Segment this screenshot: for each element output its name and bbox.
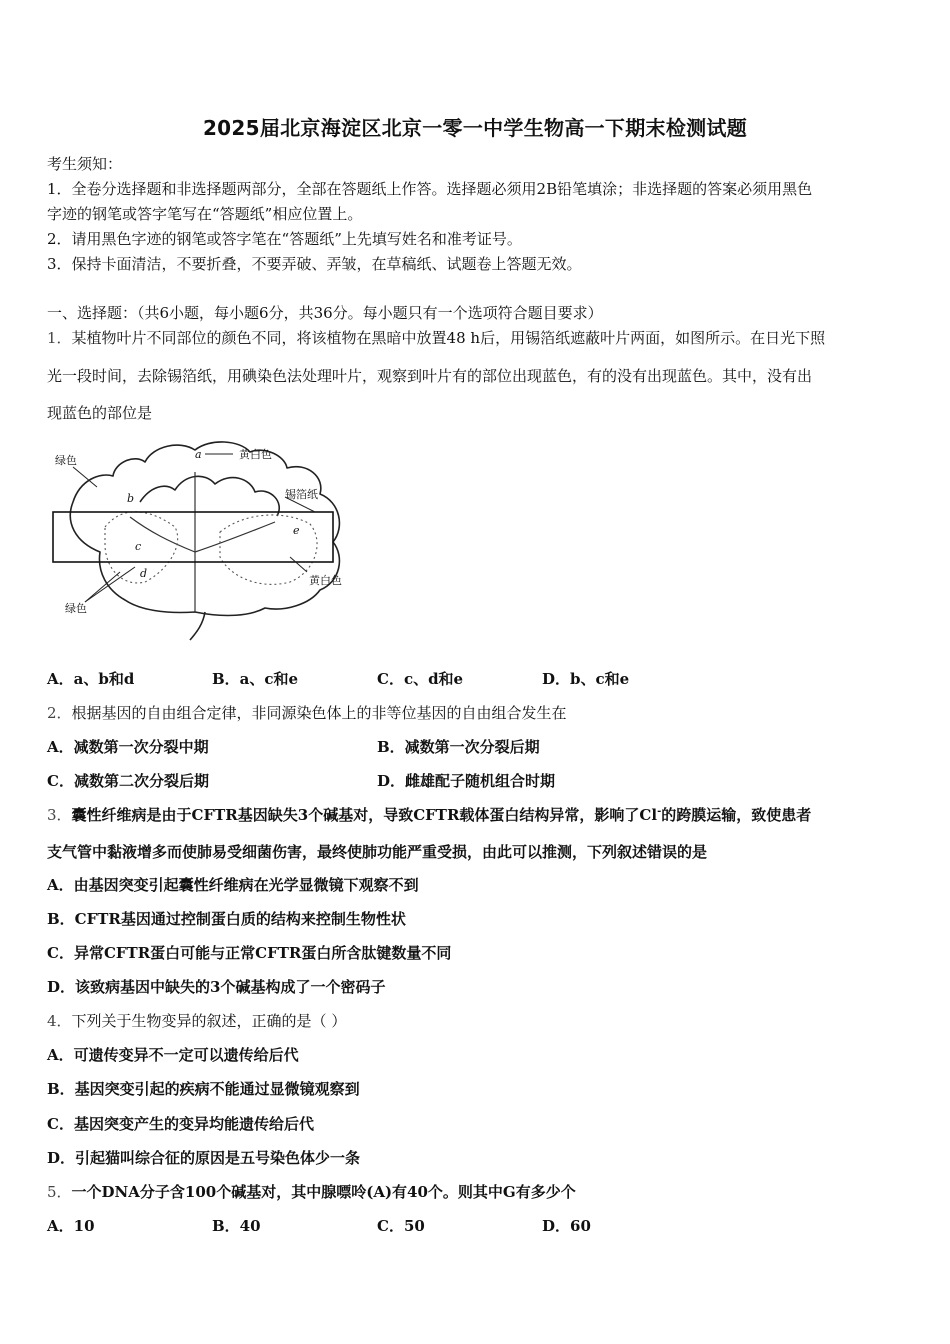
q1-option-c[interactable]: C．c、d和e bbox=[377, 670, 464, 688]
q2-option-a[interactable]: A．减数第一次分裂中期 bbox=[47, 738, 209, 756]
q3-line-1 bbox=[47, 804, 811, 825]
q5-text: 一个DNA分子含100个碱基对，其中腺嘌呤(A)有40个。则其中G有多少个 bbox=[71, 1183, 576, 1201]
q5-number: 5． bbox=[47, 1183, 72, 1201]
q4-option-c[interactable]: C．基因突变产生的变异均能遗传给后代 bbox=[47, 1115, 314, 1133]
page-title: 2025届北京海淀区北京一零一中学生物高一下期末检测试题 bbox=[202, 116, 748, 140]
q4-line bbox=[47, 1010, 346, 1031]
q1-option-a[interactable]: A．a、b和d bbox=[47, 670, 135, 688]
q1-text-1: 某植物叶片不同部位的颜色不同，将该植物在黑暗中放置48 h后，用锡箔纸遮蔽叶片两面，如图所示。在日光下照 bbox=[71, 329, 826, 347]
label-yellow-bottom: 黄白色 bbox=[309, 574, 342, 587]
label-yellow-top: 黄白色 bbox=[239, 448, 272, 461]
q2-option-b[interactable]: B．减数第一次分裂后期 bbox=[377, 738, 540, 756]
q3-option-a[interactable]: A．由基因突变引起囊性纤维病在光学显微镜下观察不到 bbox=[47, 876, 419, 894]
q2-text: 根据基因的自由组合定律，非同源染色体上的非等位基因的自由组合发生在 bbox=[71, 704, 567, 722]
label-b: b bbox=[127, 492, 135, 505]
vein-right bbox=[195, 522, 275, 552]
q3-option-d[interactable]: D．该致病基因中缺失的3个碱基构成了一个密码子 bbox=[47, 978, 386, 996]
q3-option-c[interactable]: C．异常CFTR蛋白可能与正常CFTR蛋白所含肽键数量不同 bbox=[47, 944, 452, 962]
q4-number: 4． bbox=[47, 1012, 72, 1030]
q3-option-b[interactable]: B．CFTR基因通过控制蛋白质的结构来控制生物性状 bbox=[47, 910, 406, 928]
q4-option-b[interactable]: B．基因突变引起的疾病不能通过显微镜观察到 bbox=[47, 1080, 360, 1098]
q4-text: 下列关于生物变异的叙述，正确的是（ ） bbox=[71, 1012, 347, 1030]
q5-line bbox=[47, 1181, 576, 1202]
q2-line bbox=[47, 702, 567, 723]
leaf-figure bbox=[45, 432, 375, 647]
notice-item-2: 2．请用黑色字迹的钢笔或答字笔在“答题纸”上先填写姓名和准考证号。 bbox=[47, 230, 522, 248]
label-e: e bbox=[293, 524, 300, 537]
q3-text-1b: 的跨膜运输，致使患者 bbox=[661, 806, 812, 824]
leaf-inner-lobe bbox=[140, 476, 279, 516]
q2-option-c[interactable]: C．减数第二次分裂后期 bbox=[47, 772, 209, 790]
q1-line-1 bbox=[47, 327, 825, 348]
pointer-green-bottom-2 bbox=[85, 567, 135, 602]
label-foil: 锡箔纸 bbox=[285, 488, 318, 501]
q1-option-b[interactable]: B．a、c和e bbox=[212, 670, 299, 688]
q5-option-c[interactable]: C．50 bbox=[377, 1217, 425, 1235]
notice-item-1: 1．全卷分选择题和非选择题两部分，全部在答题纸上作答。选择题必须用2B铅笔填涂；非选择题的答案必须用黑色 bbox=[47, 180, 813, 198]
pale-region-right bbox=[220, 515, 317, 584]
q3-superscript: - bbox=[657, 806, 662, 817]
foil-strip bbox=[53, 512, 333, 562]
leaf-stem bbox=[190, 612, 205, 640]
q2-number: 2． bbox=[47, 704, 72, 722]
q5-option-d[interactable]: D．60 bbox=[542, 1217, 591, 1235]
q1-line-3: 现蓝色的部位是 bbox=[47, 404, 153, 422]
q3-number: 3． bbox=[47, 806, 72, 824]
q4-option-d[interactable]: D．引起猫叫综合征的原因是五号染色体少一条 bbox=[47, 1149, 361, 1167]
q4-option-a[interactable]: A．可遗传变异不一定可以遗传给后代 bbox=[47, 1046, 299, 1064]
label-a: a bbox=[195, 448, 202, 461]
q3-line-2: 支气管中黏液增多而使肺易受细菌伤害，最终使肺功能严重受损，由此可以推测，下列叙述错误的是 bbox=[47, 843, 708, 861]
label-green-bottom: 绿色 bbox=[65, 602, 87, 615]
q2-option-d[interactable]: D．雌雄配子随机组合时期 bbox=[377, 772, 556, 790]
notice-item-3: 3．保持卡面清洁，不要折叠，不要弄破、弄皱，在草稿纸、试题卷上答题无效。 bbox=[47, 255, 582, 273]
notice-heading: 考生须知： bbox=[47, 155, 123, 173]
q5-option-b[interactable]: B．40 bbox=[212, 1217, 261, 1235]
q1-line-2: 光一段时间，去除锡箔纸，用碘染色法处理叶片，观察到叶片有的部位出现蓝色，有的没有出现蓝色。其中，没有出 bbox=[47, 367, 813, 385]
pointer-yellow-bottom bbox=[290, 557, 307, 572]
label-green-top: 绿色 bbox=[55, 454, 77, 467]
q5-option-a[interactable]: A．10 bbox=[47, 1217, 95, 1235]
q1-number: 1． bbox=[47, 329, 72, 347]
q3-text-1a: 囊性纤维病是由于CFTR基因缺失3个碱基对，导致CFTR载体蛋白结构异常，影响了Cl bbox=[71, 806, 658, 824]
notice-item-1-cont: 字迹的钢笔或答字笔写在“答题纸”相应位置上。 bbox=[47, 205, 363, 223]
label-d: d bbox=[140, 567, 148, 580]
section-heading: 一、选择题：（共6小题，每小题6分，共36分。每小题只有一个选项符合题目要求） bbox=[47, 304, 603, 322]
q1-option-d[interactable]: D．b、c和e bbox=[542, 670, 630, 688]
label-c: c bbox=[135, 540, 142, 553]
